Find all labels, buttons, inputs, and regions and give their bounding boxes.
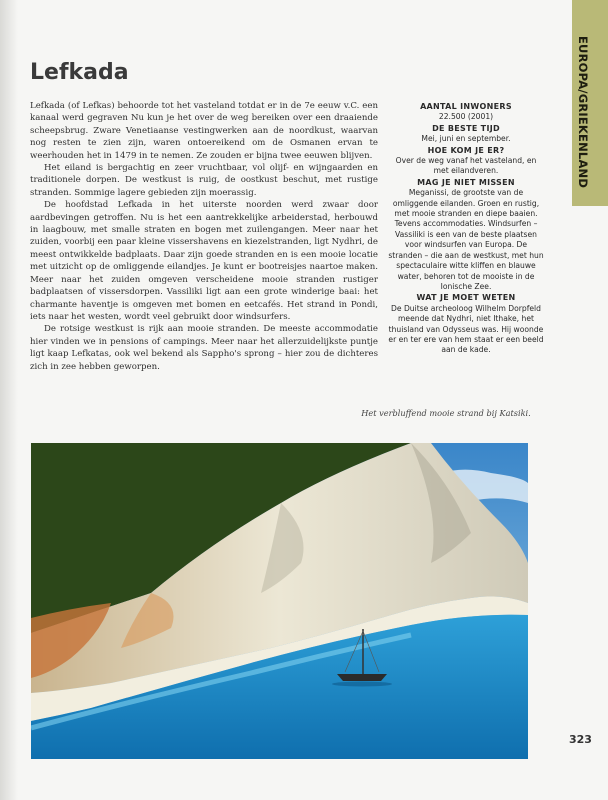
paragraph-2: Het eiland is bergachtig en zeer vruchtbaar, vol olijf- en wijngaarden en traditionele dorpen. De westkust is ruig, de oostkust beschut, met rustige stranden. Sommige lagere gebieden zijn moerassig. (30, 163, 378, 198)
fact-text-best-time: Mei, juni en september. (421, 134, 511, 144)
page-number: 323 (569, 733, 592, 746)
article-body (30, 100, 378, 373)
paragraph-1: Lefkada (of Lefkas) behoorde tot het vasteland totdat er in de 7e eeuw v.C. een kanaal werd gegraven Nu kun je het over de weg bereiken over een draaiende scheepsbrug. Zware Venetiaanse vestingwerken aan de noordkust, waarvan nog resten te zien zijn, waren ontoereikend om de Osmanen ervan te weerhouden het in 1479 in te nemen. Ze zouden er bijna twee eeuwen blijven. (30, 101, 378, 161)
paragraph-4: De rotsige westkust is rijk aan mooie stranden. De meeste accommodatie hier vinden we in pensions of campings. Meer naar het allerzuidelijkste puntje ligt kaap Lefkatas, ook wel bekend als Sappho's sprong – hier zou de dichteres zich in zee hebben geworpen. (30, 324, 378, 372)
page-title: Lefkada (30, 60, 129, 85)
photo-caption: Het verbluffend mooie strand bij Katsiki. (361, 408, 531, 418)
paragraph-3: De hoofdstad Lefkada in het uiterste noorden werd zwaar door aardbevingen getroffen. Nu is het een aantrekkelijke arbeiderstad, herbouwd in laagbouw, met smalle straten en bogen met zuilengangen. Meer naar het zuiden, voorbij een paar kleine vissershavens en kiezelstranden, ligt Nydhri, de meest ontwikkelde badplaats. Daar zijn goede stranden en is een mooie locatie met uitzicht op de omliggende eilandjes. Je kunt er bootreisjes naartoe maken. Meer naar het zuiden omgeven verscheidene mooie stranden rustiger badplaatsen of vissersdorpen. Vassiliki ligt aan een grote winderige baai: het charmante haventje is omgeven met bomen en eetcafés. Het strand in Pondi, iets naar het westen, wordt veel gebruikt door windsurfers. (30, 200, 378, 322)
fact-text-getting-there: Over de weg vanaf het vasteland, en met eilandveren. (395, 156, 537, 176)
fact-box (388, 102, 544, 357)
fact-heading-population: AANTAL INWONERS (420, 102, 512, 111)
page-gutter-shadow (0, 0, 18, 800)
fact-heading-best-time: DE BESTE TIJD (432, 123, 500, 133)
fact-text-must-see: Meganissi, de grootste van de omliggende eilanden. Groen en rustig, met mooie stranden en diepe baaien. Tevens accommodaties. Windsurfen – Vassiliki is een van de beste plaatsen voor windsurfen van Europa. De stranden – die aan de westkust, met hun spectaculaire witte kliffen en blauwe water, behoren tot de mooiste in de Ionische Zee. (388, 188, 544, 291)
section-tab-label: EUROPA/GRIEKENLAND (576, 36, 590, 189)
beach-photo-illustration (31, 443, 528, 759)
fact-heading-getting-there: HOE KOM JE ER? (427, 145, 505, 155)
beach-photo (31, 443, 528, 759)
fact-text-good-to-know: De Duitse archeoloog Wilhelm Dorpfeld meende dat Nydhri, niet Ithake, het thuisland van Odysseus was. Hij woonde er en ter ere van hem staat er een beeld aan de kade. (388, 303, 544, 355)
fact-heading-must-see: MAG JE NIET MISSEN (417, 177, 515, 187)
fact-heading-good-to-know: WAT JE MOET WETEN (416, 293, 516, 303)
fact-text-population: 22.500 (2001) (438, 112, 494, 122)
